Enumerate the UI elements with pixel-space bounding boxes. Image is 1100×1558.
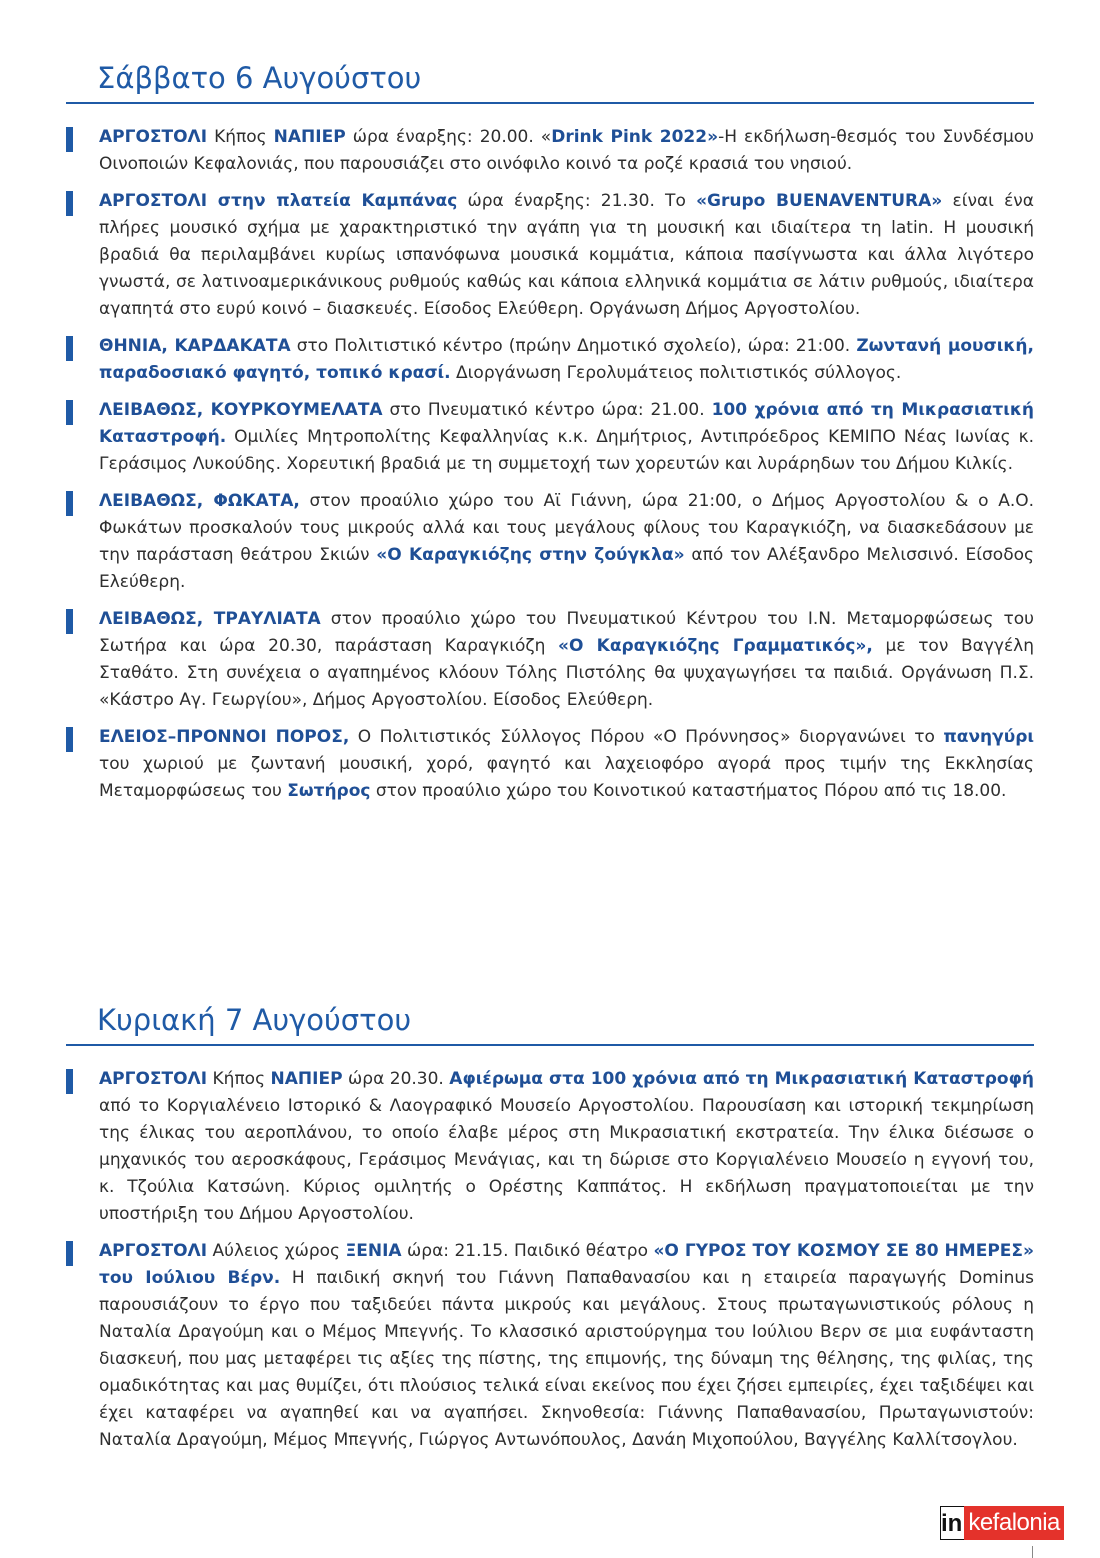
event-text-run: Ο Πολιτιστικός Σύλλογος Πόρου «Ο Πρόννησος» διοργανώνει το: [349, 727, 944, 747]
event-item: [66, 188, 1034, 323]
section-title: Σάββατο 6 Αυγούστου: [97, 61, 422, 95]
event-highlight: ΑΡΓΟΣΤΟΛΙ: [99, 1069, 208, 1089]
event-bullet-bar: [66, 400, 73, 425]
event-text-run: ώρα έναρξης: 21.30. Το: [457, 191, 697, 211]
event-text-run: Αύλειος χώρος: [207, 1241, 346, 1261]
event-text-run: Ομιλίες Μητροπολίτης Κεφαλληνίας κ.κ. Δημήτριος, Αντιπρόεδρος ΚΕΜΙΠΟ Νέας Ιωνίας κ. Γεράσιμος Λυκούδης. Χορευτική βραδιά με τη συμμετοχή των χορευτών και λυράρηδων του Δήμου Κιλκίς.: [99, 427, 1034, 474]
event-highlight: πανηγύρι: [943, 727, 1034, 747]
event-highlight: «Ο Καραγκιόζης Γραμματικός»,: [558, 636, 873, 656]
event-text-run: από το Κοργιαλένειο Ιστορικό & Λαογραφικό Μουσείο Αργοστολίου. Παρουσίαση και ιστορική τεκμηρίωση της έλικας του αεροπλάνου, το οποίο έλαβε μέρος στη Μικρασιατική εκστρατεία. Την έλικα διέσωσε ο μηχανικός του αεροσκάφους, Γεράσιμος Μενάγιας, και τη δώρισε στο Κοργιαλένειο Μουσείο η εγγονή του, κ. Τζούλια Κατσώνη. Κύριος ομιλητής ο Ορέστης Καππάτος. Η εκδήλωση πραγματοποιείται με την υποστήριξη του Δήμου Αργοστολίου.: [99, 1096, 1034, 1224]
logo-name: kefalonia: [964, 1506, 1064, 1540]
event-text: [99, 124, 1034, 178]
event-highlight: ΕΛΕΙΟΣ–ΠΡΟΝΝΟΙ ΠΟΡΟΣ,: [99, 727, 350, 747]
event-text-run: του χωριού με ζωντανή μουσική, χορό, φαγητό και λαχειοφόρο αγορά προς τιμήν της Εκκλησίας Μεταμορφώσεως του: [99, 754, 1034, 801]
inkefalonia-logo: [940, 1506, 1064, 1540]
event-highlight: Ζωντανή μουσική, παραδοσιακό φαγητό, τοπικό κρασί.: [99, 336, 1034, 383]
event-text: [99, 724, 1034, 805]
event-text-run: Κήπος: [207, 127, 274, 147]
event-text-run: στον προαύλιο χώρο του Κοινοτικού καταστήματος Πόρου από τις 18.00.: [370, 781, 1007, 801]
section-title: Κυριακή 7 Αυγούστου: [97, 1003, 412, 1037]
event-text-run: στον προαύλιο χώρο του Πνευματικού Κέντρου του Ι.Ν. Μεταμορφώσεως του Σωτήρα και ώρα 20.30, παράσταση Καραγκιόζη: [99, 609, 1034, 656]
event-bullet-bar: [66, 191, 73, 216]
event-text-run: Κήπος: [207, 1069, 271, 1089]
event-bullet-bar: [66, 336, 73, 361]
event-highlight: ΑΡΓΟΣΤΟΛΙ: [99, 127, 208, 147]
event-text-run: είναι ένα πλήρες μουσικό σχήμα με χαρακτηριστικό την αγάπη για τη μουσική και ιδιαίτερα τη latin. Η μουσική βραδιά θα περιλαμβάνει κυρίως ισπανόφωνα μουσικά κομμάτια, κάποια πασίγνωστα και άλλα λιγότερο γνωστά, σε λατινοαμερικάνικους ρυθμούς καθώς και κάποια ελληνικά κομμάτια σε λάτιν ρυθμούς, ιδιαίτερα αγαπητά στο ευρύ κοινό – διασκευές. Είσοδος Ελεύθερη. Οργάνωση Δήμος Αργοστολίου.: [99, 191, 1034, 319]
event-highlight: ΑΡΓΟΣΤΟΛΙ: [99, 1241, 208, 1261]
event-highlight: ΝΑΠΙΕΡ: [273, 127, 346, 147]
event-text-run: στο Πολιτιστικό κέντρο (πρώην Δημοτικό σχολείο), ώρα: 21:00.: [290, 336, 857, 356]
event-text-run: -Η εκδήλωση-θεσμός του Συνδέσμου Οινοποιών Κεφαλονιάς, που παρουσιάζει στο οινόφιλο κοινό τα ροζέ κρασιά του νησιού.: [99, 127, 1034, 174]
event-highlight: ΞΕΝΙΑ: [345, 1241, 402, 1261]
event-text-run: Η παιδική σκηνή του Γιάννη Παπαθανασίου και η εταιρεία παραγωγής Dominus παρουσιάζουν το έργο που ταξιδεύει πάντα μικρούς και μεγάλους. Στους πρωταγωνιστικούς ρόλους η Ναταλία Δραγούμη και ο Μέμος Μπεγνής. Το κλασσικό αριστούργημα του Ιούλιου Βερν σε μια ευφάνταστη διασκευή, που μας μεταφέρει τις αξίες της πίστης, της επιμονής, της δύναμη της θέλησης, της φιλίας, της ομαδικότητας και μας θυμίζει, ότι πλούσιος τελικά είναι εκείνος που έχει ζήσει εμπειρίες, έχει ταξιδέψει και έχει καταφέρει να αγαπηθεί και να αγαπήσει. Σκηνοθεσία: Γιάννης Παπαθανασίου, Πρωταγωνιστούν: Ναταλία Δραγούμη, Μέμος Μπεγνής, Γιώργος Αντωνόπουλος, Δανάη Μιχοπούλου, Βαγγέλης Καλλίτσογλου.: [99, 1268, 1034, 1450]
event-text: [99, 606, 1034, 714]
event-bullet-bar: [66, 491, 73, 516]
event-list-saturday: [66, 124, 1034, 815]
event-bullet-bar: [66, 609, 73, 634]
event-highlight: ΛΕΙΒΑΘΩΣ, ΤΡΑΥΛΙΑΤΑ: [99, 609, 321, 629]
event-item: [66, 397, 1034, 478]
event-bullet-bar: [66, 1241, 73, 1266]
section-header-sunday: [66, 1000, 1034, 1046]
section-header-saturday: [66, 58, 1034, 104]
event-item: [66, 606, 1034, 714]
event-text: [99, 1238, 1034, 1454]
event-text-run: ώρα: 21.15. Παιδικό θέατρο: [401, 1241, 654, 1261]
event-highlight: «Ο ΓΥΡΟΣ ΤΟΥ ΚΟΣΜΟΥ ΣΕ 80 ΗΜΕΡΕΣ» του Ιούλιου Βέρν.: [99, 1241, 1034, 1288]
event-text-run: με τον Βαγγέλη Σταθάτο. Στη συνέχεια ο αγαπημένος κλόουν Τόλης Πιστόλης θα ψυχαγωγήσει τα παιδιά. Οργάνωση Π.Σ. «Κάστρο Αγ. Γεωργίου», Δήμος Αργοστολίου. Είσοδος Ελεύθερη.: [99, 636, 1034, 710]
event-highlight: Αφιέρωμα στα 100 χρόνια από τη Μικρασιατική Καταστροφή: [449, 1069, 1034, 1089]
event-highlight: Drink Pink 2022»: [551, 127, 719, 147]
logo-prefix: in: [940, 1506, 964, 1540]
event-text: [99, 1066, 1034, 1228]
event-text-run: Διοργάνωση Γερολυμάτειος πολιτιστικός σύλλογος.: [450, 363, 902, 383]
event-item: [66, 488, 1034, 596]
event-highlight: «Grupo BUENAVENTURA»: [696, 191, 943, 211]
event-text: [99, 397, 1034, 478]
event-text-run: ώρα έναρξης: 20.00. «: [345, 127, 552, 147]
event-item: [66, 724, 1034, 805]
event-bullet-bar: [66, 1069, 73, 1094]
event-item: [66, 333, 1034, 387]
event-highlight: ΛΕΙΒΑΘΩΣ, ΚΟΥΡΚΟΥΜΕΛΑΤΑ: [99, 400, 383, 420]
event-highlight: Σωτήρος: [287, 781, 371, 801]
event-item: [66, 1066, 1034, 1228]
event-item: [66, 1238, 1034, 1454]
event-text-run: από τον Αλέξανδρο Μελισσινό. Είσοδος Ελεύθερη.: [99, 545, 1034, 592]
event-text-run: στον προαύλιο χώρο του Αϊ Γιάννη, ώρα 21:00, ο Δήμος Αργοστολίου & ο Α.Ο. Φωκάτων προσκαλούν τους μικρούς αλλά και τους μεγάλους φίλους του Καραγκιόζη, να διασκεδάσουν με την παράσταση θεάτρου Σκιών: [99, 491, 1035, 565]
event-list-sunday: [66, 1066, 1034, 1464]
event-text: [99, 333, 1034, 387]
event-bullet-bar: [66, 127, 73, 152]
event-text: [99, 488, 1034, 596]
event-text: [99, 188, 1034, 323]
event-text-run: στο Πνευματικό κέντρο ώρα: 21.00.: [382, 400, 712, 420]
event-highlight: ΘΗΝΙΑ, ΚΑΡΔΑΚΑΤΑ: [99, 336, 291, 356]
event-highlight: «Ο Καραγκιόζης στην ζούγκλα»: [376, 545, 685, 565]
event-highlight: ΝΑΠΙΕΡ: [270, 1069, 343, 1089]
event-text-run: ώρα 20.30.: [342, 1069, 450, 1089]
event-bullet-bar: [66, 727, 73, 752]
page-edge-mark: [1032, 1546, 1033, 1558]
event-highlight: ΛΕΙΒΑΘΩΣ, ΦΩΚΑΤΑ,: [99, 491, 300, 511]
event-highlight: 100 χρόνια από τη Μικρασιατική Καταστροφή.: [99, 400, 1035, 447]
event-item: [66, 124, 1034, 178]
event-highlight: ΑΡΓΟΣΤΟΛΙ στην πλατεία Καμπάνας: [99, 191, 458, 211]
